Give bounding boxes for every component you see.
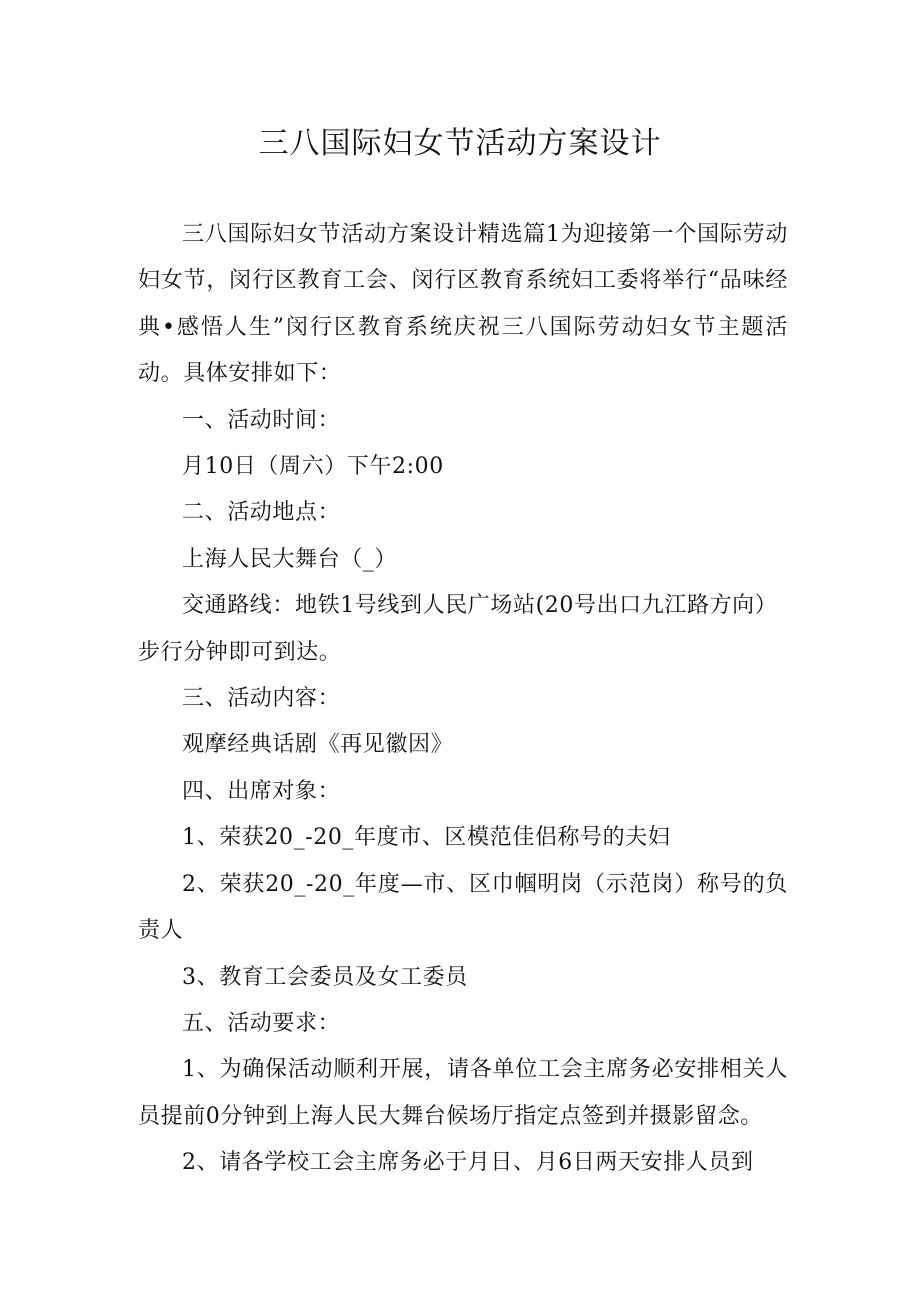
section-heading-requirements: 五、活动要求：	[182, 1010, 341, 1036]
document-body	[138, 212, 788, 1187]
list-item-requirement-2: 2、请各学校工会主席务必于月日、月6日两天安排人员到	[182, 1150, 754, 1176]
section-heading-attendees: 四、出席对象：	[182, 778, 341, 804]
paragraph-transport-route: 交通路线：地铁1号线到人民广场站(20号出口九江路方向）	[182, 593, 778, 619]
paragraph-time: 月10日（周六）下午2:00	[182, 454, 444, 480]
list-item-requirement-1: 1、为确保活动顺利开展，请各单位工会主席务必安排相关人员提前0分钟到上海人民大舞台候场厅指定点签到并摄影留念。	[138, 1057, 788, 1129]
section-heading-content: 三、活动内容：	[182, 686, 341, 712]
paragraph-intro: 三八国际妇女节活动方案设计精选篇1为迎接第一个国际劳动妇女节，闵行区教育工会、闵行区教育系统妇工委将举行“品味经典•感悟人生”闵行区教育系统庆祝三八国际劳动妇女节主题活动。具体安排如下：	[138, 222, 788, 387]
section-heading-time: 一、活动时间：	[182, 407, 341, 433]
list-item-attendee-2: 2、荣获20_-20_年度—市、区巾帼明岗（示范岗）称号的负责人	[138, 871, 788, 944]
document-title: 三八国际妇女节活动方案设计	[258, 126, 662, 161]
list-item-attendee-3: 3、教育工会委员及女工委员	[182, 964, 468, 990]
paragraph-transport-walk: 步行分钟即可到达。	[138, 639, 342, 665]
paragraph-content: 观摩经典话剧《再见徽因》	[182, 732, 454, 758]
list-item-attendee-1: 1、荣获20_-20_年度市、区模范佳侣称号的夫妇	[182, 825, 671, 851]
section-heading-location: 二、活动地点：	[182, 500, 341, 526]
paragraph-location: 上海人民大舞台（_）	[182, 546, 398, 572]
